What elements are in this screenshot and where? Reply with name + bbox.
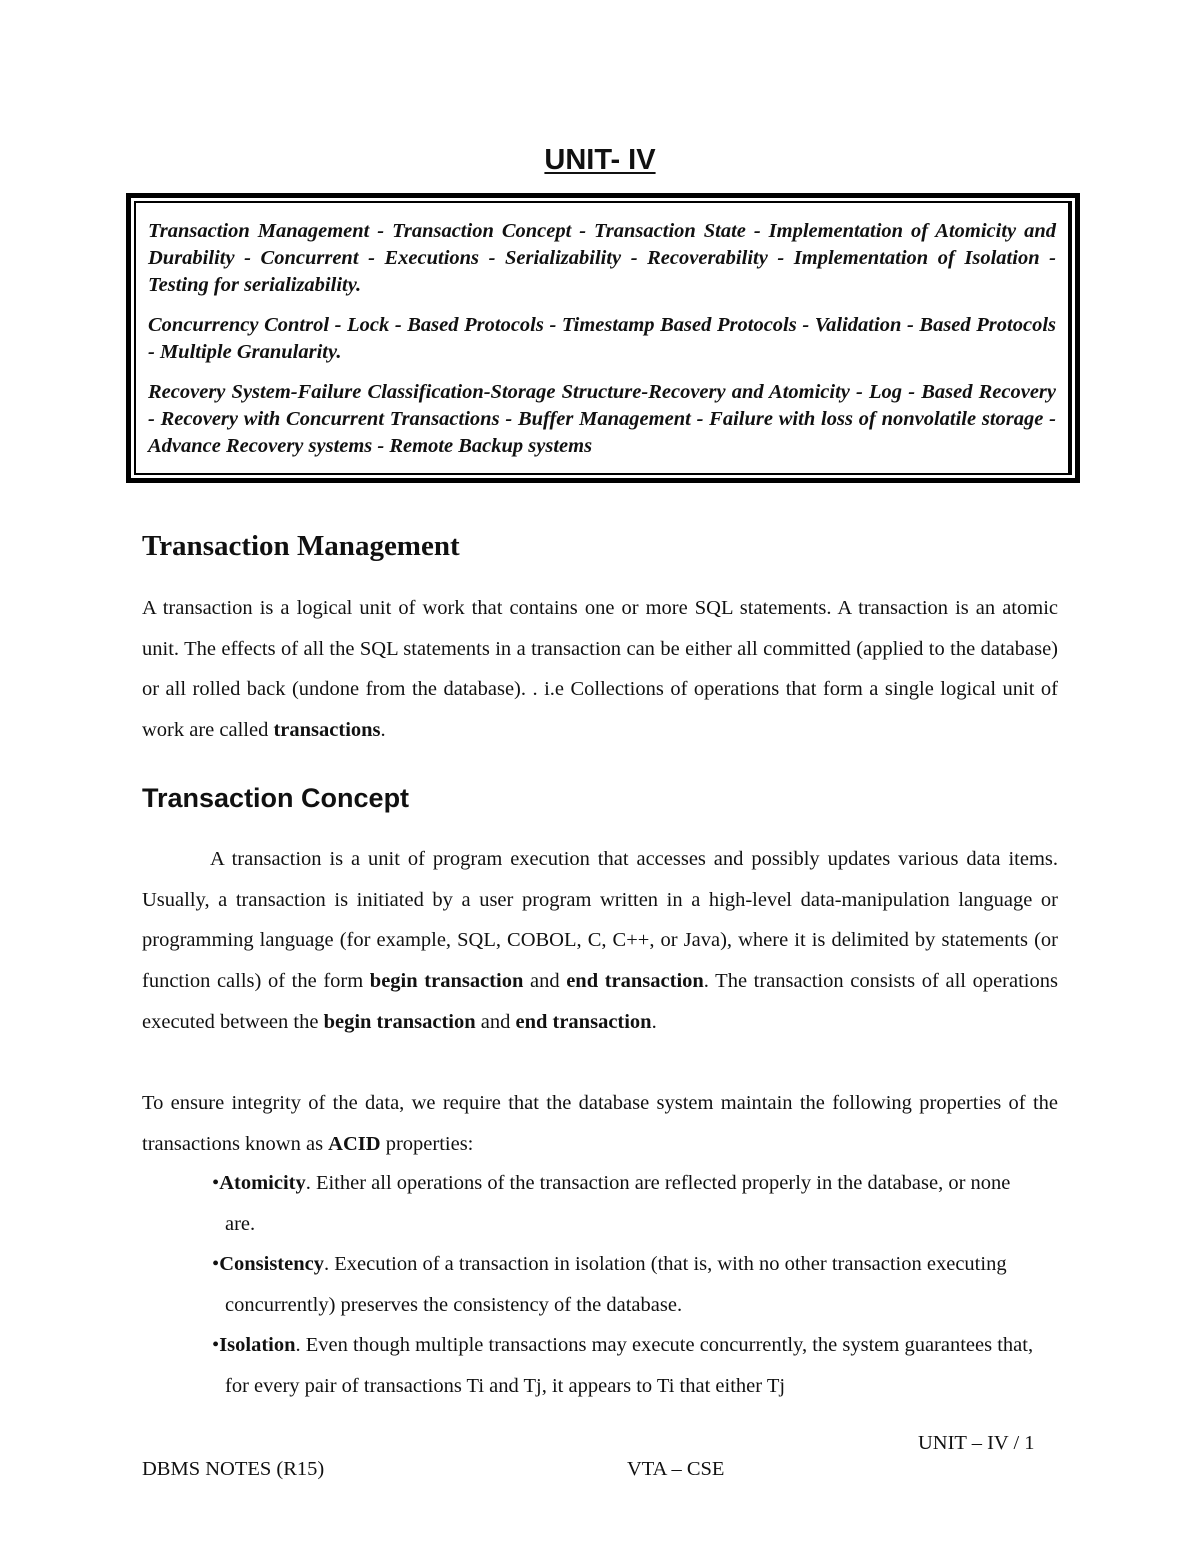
transaction-management-paragraph <box>142 588 1058 751</box>
property-term-atomicity: Atomicity <box>219 1172 306 1194</box>
unit-title: UNIT- IV <box>544 144 656 176</box>
tc-text-d: . The transaction consists of all operations executed between the <box>142 970 1058 1033</box>
tc-text-c: and <box>523 970 567 993</box>
property-text-consistency: . Execution of a transaction in isolation (that is, with no other transaction executing concurrently) preserves the consistency of the database. <box>225 1253 1007 1316</box>
syllabus-transaction-management: Transaction Management - Transaction Concept - Transaction State - Implementation of Atomicity and Durability - Concurrent - Executions - Serializability - Recoverability - Implementation of Isolation - Testing for serializability. <box>148 220 1056 296</box>
property-text-atomicity: . Either all operations of the transaction are reflected properly in the database, or none are. <box>225 1172 1011 1235</box>
syllabus-concurrency-control: Concurrency Control - Lock - Based Protocols - Timestamp Based Protocols - Validation - Based Protocols - Multiple Granularity. <box>148 314 1056 363</box>
footer-page-number: UNIT – IV / 1 <box>918 1432 1035 1454</box>
list-item-consistency <box>212 1244 1042 1325</box>
property-term-consistency: Consistency <box>219 1253 324 1275</box>
tc-term-begin-2: begin transaction <box>323 1010 476 1033</box>
list-item-isolation <box>212 1325 1042 1406</box>
syllabus-box <box>126 193 1080 483</box>
tc-text-f: . <box>651 1010 657 1033</box>
transaction-concept-paragraph <box>142 839 1058 1043</box>
footer-course: DBMS NOTES (R15) <box>142 1458 325 1480</box>
syllabus-inner <box>134 201 1072 475</box>
acid-property-list <box>212 1163 1042 1406</box>
tc-text-e: and <box>475 1010 516 1033</box>
syllabus-recovery-system: Recovery System-Failure Classification-Storage Structure-Recovery and Atomicity - Log - Based Recovery - Recovery with Concurrent Transactions - Buffer Management - Failure with loss of nonvolatile storage - Advance Recovery systems - Remote Backup systems <box>148 381 1056 457</box>
tc-term-end-2: end transaction <box>515 1010 652 1033</box>
tm-text: A transaction is a logical unit of work that contains one or more SQL statements. A transaction is an atomic unit. The effects of all the SQL statements in a transaction can be either all committed (applied to the database) or all rolled back (undone from the database). . i.e Collections of operations that form a single logical unit of work are called <box>142 597 1058 742</box>
acid-intro-paragraph <box>142 1083 1058 1164</box>
tc-text-a: A transaction is a unit of program execution that accesses and possibly updates various data items. Usually, a transaction is initiated by a user program written in a high-level data-manipulation language or programming language (for example, SQL, COBOL, C, C++, or Java), where it is delimited by statements (or function calls) of the form <box>142 848 1058 993</box>
property-term-isolation: Isolation <box>219 1334 296 1356</box>
acid-text-c: properties: <box>380 1132 474 1155</box>
heading-transaction-concept: Transaction Concept <box>142 783 410 813</box>
tc-term-begin-1: begin transaction <box>369 970 524 993</box>
tm-end: . <box>380 719 386 742</box>
acid-term: ACID <box>328 1132 381 1155</box>
footer-department: VTA – CSE <box>627 1458 725 1480</box>
tc-term-end-1: end transaction <box>566 970 704 993</box>
property-text-isolation: . Even though multiple transactions may execute concurrently, the system guarantees that, for every pair of transactions Ti and Tj, it appears to Ti that either Tj <box>225 1334 1034 1397</box>
list-item-atomicity <box>212 1163 1042 1244</box>
tm-term-transactions: transactions <box>273 719 381 742</box>
acid-text-a: To ensure integrity of the data, we require that the database system maintain the following properties of the transactions known as <box>142 1092 1058 1155</box>
heading-transaction-management: Transaction Management <box>142 530 460 562</box>
